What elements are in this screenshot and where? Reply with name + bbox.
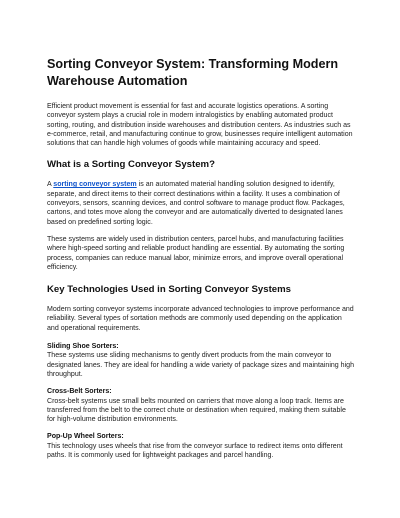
sorter-item-title: Sliding Shoe Sorters:	[47, 343, 119, 351]
usage-paragraph: These systems are widely used in distribution centers, parcel hubs, and manufacturing facilities where high-speed sorting and reliable product handling are essential. By automating the sorting process, companies can reduce manual labor, minimize errors, and improve overall operational efficiency.	[47, 235, 345, 271]
definition-prefix: A	[47, 181, 54, 189]
section-heading-key-technologies: Key Technologies Used in Sorting Conveyor Systems	[47, 284, 291, 296]
page-title: Sorting Conveyor System: Transforming Modern Warehouse Automation	[47, 57, 339, 88]
sorter-item-cross-belt	[47, 387, 354, 424]
sorter-item-title: Cross-Belt Sorters:	[47, 388, 112, 396]
definition-paragraph	[47, 180, 354, 226]
sorter-item-body: These systems use sliding mechanisms to gently divert products from the main conveyor to designated lanes. They are ideal for handling a wide variety of package sizes and maintaining high throughput.	[47, 352, 354, 378]
intro-paragraph: Efficient product movement is essential for fast and accurate logistics operations. A sorting conveyor system plays a crucial role in modern intralogistics by enabling automated product sorting, routing, and distribution inside warehouses and distribution centers. As industries such as e-commerce, retail, and manufacturing continue to grow, businesses require intelligent automation solutions that can handle high volumes of goods while maintaining accuracy and speed.	[47, 103, 353, 148]
sorter-item-sliding-shoe	[47, 342, 354, 379]
sorter-item-title: Pop-Up Wheel Sorters:	[47, 433, 124, 441]
sorting-conveyor-system-link[interactable]: sorting conveyor system	[53, 181, 137, 189]
sorter-item-body: Cross-belt systems use small belts mounted on carriers that move along a loop track. Items are transferred from the belt to the correct chute or destination when required, making them suitable for high-volume distribution environments.	[47, 397, 346, 424]
sorter-item-pop-up-wheel	[47, 432, 354, 460]
technologies-intro-paragraph: Modern sorting conveyor systems incorporate advanced technologies to improve performance and reliability. Several types of sortation methods are commonly used depending on the application and operational requirements.	[47, 306, 354, 332]
section-heading-what-is: What is a Sorting Conveyor System?	[47, 159, 215, 171]
definition-suffix: is an automated material handling solution designed to identify, separate, and direct items to their correct destinations within a facility. It uses a combination of conveyors, sensors, scanning devices, and control software to manage product flow. Packages, cartons, and totes move along the conveyor and are automatically diverted to designated lanes based on predefined sorting logic.	[47, 181, 345, 226]
sorter-item-body: This technology uses wheels that rise from the conveyor surface to redirect items onto different paths. It is commonly used for lightweight packages and parcel handling.	[47, 442, 343, 460]
